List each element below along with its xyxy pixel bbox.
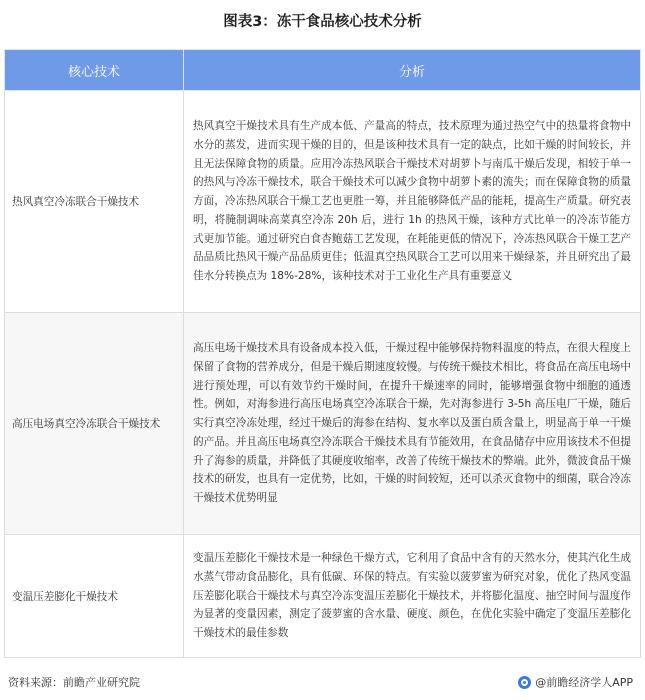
brand-label: @前瞻经济学人APP	[535, 676, 633, 689]
tech-name: 高压电场真空冷冻联合干燥技术	[5, 313, 184, 535]
analysis-table	[4, 49, 641, 658]
table-header-row	[5, 50, 641, 91]
tech-analysis: 高压电场干燥技术具有设备成本投入低，干燥过程中能够保持物料温度的特点，在很大程度上保留了食物的营养成分，但是干燥后期速度较慢。与传统干燥技术相比，将食品在高压电场中进行预处理，可以有效节约干燥时间，在提升干燥速率的同时，能够增强食物中细胞的通透性。例如，对海参进行高压电场真空冷冻联合干燥，先对海参进行 3-5h 高压电厂干燥，随后实行真空冷冻处理，经过干燥后的海参在结构、复水率以及蛋白质含量上，明显高于单一干燥的产品。并且高压电场真空冷冻联合干燥技术具有节能效用，在食品储存中应用该技术不但提升了海参的质量，并降低了其硬度收缩率，改善了传统干燥技术的弊端。此外，微波食品干燥技术的研发，也具有一定优势，比如，干燥的时间较短，还可以杀灭食物中的细菌，联合冷冻干燥技术优势明显	[184, 313, 641, 535]
tech-name: 变温压差膨化干燥技术	[5, 535, 184, 658]
table-row	[5, 91, 641, 313]
brand-credit	[518, 674, 633, 690]
header-core-tech: 核心技术	[5, 50, 184, 91]
tech-analysis: 热风真空干燥技术具有生产成本低、产量高的特点，技术原理为通过热空气中的热量将食物中水分的蒸发，进而实现干燥的目的，但是该种技术具有一定的缺点，比如干燥的时间较长，并且无法保障食物的质量。应用冷冻热风联合干燥技术对胡萝卜与南瓜干燥后发现，相较于单一的热风与冷冻干燥技术，联合干燥技术可以减少食物中胡萝卜素的流失；而在保障食物的质量方面，冷冻热风联合干燥工艺也更胜一筹，并且能够降低产品的能耗，提高生产质量。研究表明，将腌制调味高菜真空冷冻 20h 后，进行 1h 的热风干燥，该种方式比单一的冷冻节能方式更加节能。通过研究白食杏鲍菇工艺发现，在耗能更低的情况下，冷冻热风联合干燥工艺产品品质比热风干燥产品品质更佳；低温真空热风联合工艺可以用来干燥绿茶，并且研究出了最佳水分转换点为 18%-28%，该种技术对于工业化生产具有重要意义	[184, 91, 641, 313]
header-analysis: 分析	[184, 50, 641, 91]
page-title: 图表3：冻干食品核心技术分析	[223, 14, 422, 30]
qianzhan-logo-icon	[518, 676, 531, 689]
tech-analysis: 变温压差膨化干燥技术是一种绿色干燥方式，它利用了食品中含有的天然水分，使其汽化生成水蒸气带动食品膨化，具有低碳、环保的特点。有实验以菠萝蜜为研究对象，优化了热风变温压差膨化联合干燥技术与真空冷冻变温压差膨化干燥技术，并将膨化温度、抽空时间与温度作为显著的变量因素，测定了菠萝蜜的含水量、硬度、颜色，在优化实验中确定了变温压差膨化干燥技术的最佳参数	[184, 535, 641, 658]
tech-name: 热风真空冷冻联合干燥技术	[5, 91, 184, 313]
footer	[0, 670, 645, 694]
source-note: 资料来源：前瞻产业研究院	[8, 676, 140, 689]
table-row	[5, 535, 641, 658]
table-row	[5, 313, 641, 535]
